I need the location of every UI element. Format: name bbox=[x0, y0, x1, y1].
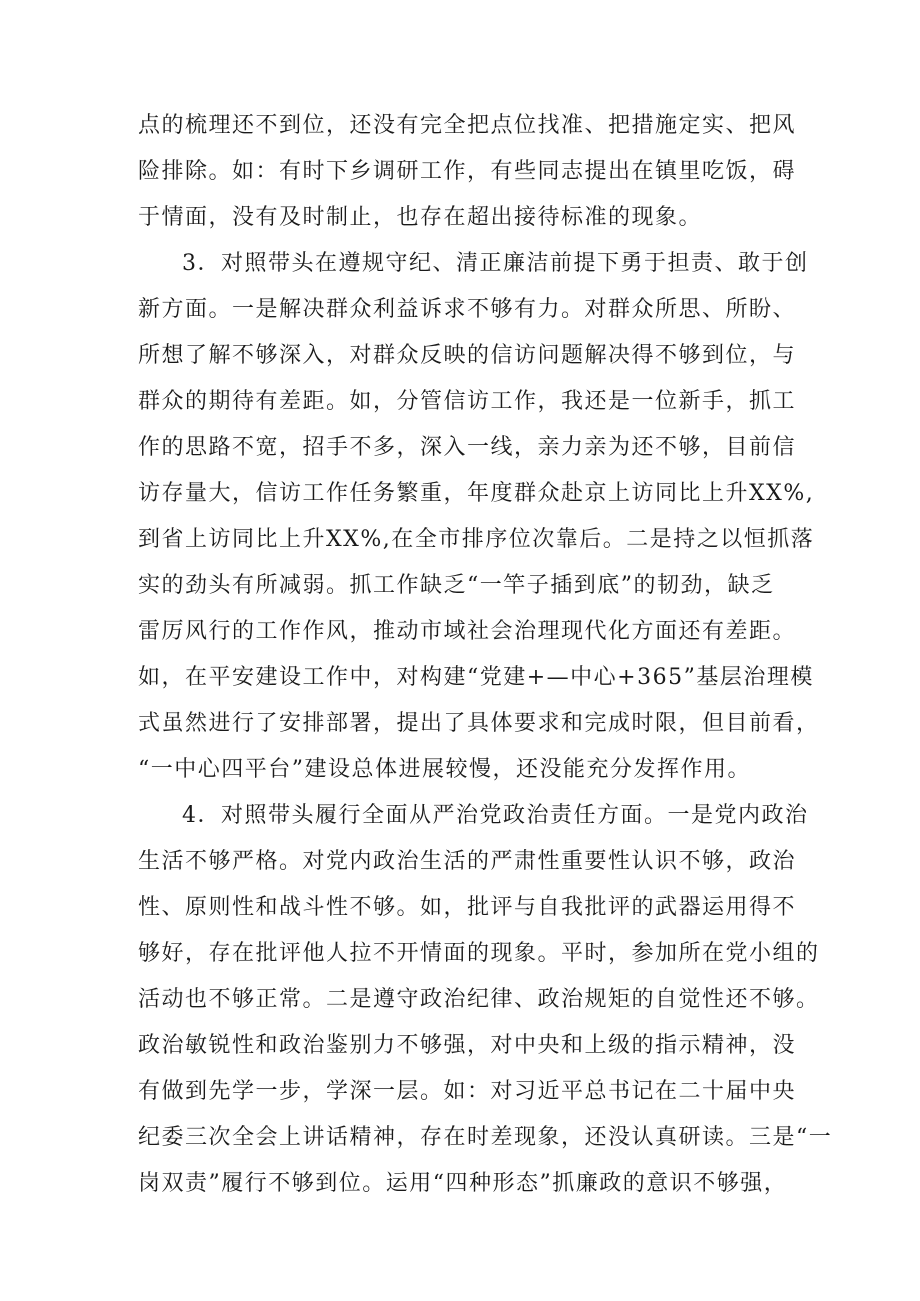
text-line: 性、原则性和战斗性不够。如，批评与自我批评的武器运用得不 bbox=[138, 895, 797, 920]
text-line: 所想了解不够深入，对群众反映的信访问题解决得不够到位，与 bbox=[138, 343, 797, 368]
text-line: 到省上访同比上升XX%,在全市排序位次靠后。二是持之以恒抓落 bbox=[138, 527, 815, 552]
document-body bbox=[138, 103, 833, 1207]
text-line: 险排除。如：有时下乡调研工作，有些同志提出在镇里吃饭，碍 bbox=[138, 159, 797, 184]
text-line: 3．对照带头在遵规守纪、清正廉洁前提下勇于担责、敢于创 bbox=[182, 251, 809, 276]
text-line: 群众的期待有差距。如，分管信访工作，我还是一位新手，抓工 bbox=[138, 389, 797, 414]
text-line: 式虽然进行了安排部署，提出了具体要求和完成时限，但目前看， bbox=[138, 711, 820, 736]
text-line: 有做到先学一步，学深一层。如：对习近平总书记在二十届中央 bbox=[138, 1079, 797, 1104]
text-line: 访存量大，信访工作任务繁重，年度群众赴京上访同比上升XX%, bbox=[138, 481, 815, 506]
text-line: 纪委三次全会上讲话精神，存在时差现象，还没认真研读。三是“一 bbox=[138, 1125, 833, 1150]
text-line: 4．对照带头履行全面从严治党政治责任方面。一是党内政治 bbox=[182, 803, 809, 828]
paragraph-3 bbox=[138, 793, 833, 1207]
text-line: 作的思路不宽，招手不多，深入一线，亲力亲为还不够，目前信 bbox=[138, 435, 797, 460]
text-line: “一中心四平台”建设总体进展较慢，还没能充分发挥作用。 bbox=[138, 757, 751, 782]
text-line: 够好，存在批评他人拉不开情面的现象。平时，参加所在党小组的 bbox=[138, 941, 820, 966]
text-line: 岗双责”履行不够到位。运用“四种形态”抓廉政的意识不够强， bbox=[138, 1171, 788, 1196]
text-line: 实的劲头有所减弱。抓工作缺乏“一竿子插到底”的韧劲，缺乏 bbox=[138, 573, 775, 598]
text-line: 点的梳理还不到位，还没有完全把点位找准、把措施定实、把风 bbox=[138, 113, 797, 138]
paragraph-1 bbox=[138, 103, 798, 241]
text-line: 雷厉风行的工作作风，推动市域社会治理现代化方面还有差距。 bbox=[138, 619, 797, 644]
text-line: 于情面，没有及时制止，也存在超出接待标准的现象。 bbox=[138, 205, 703, 230]
text-line: 如，在平安建设工作中，对构建“党建+—中心+365”基层治理模 bbox=[138, 665, 814, 690]
text-line: 政治敏锐性和政治鉴别力不够强，对中央和上级的指示精神，没 bbox=[138, 1033, 797, 1058]
text-line: 生活不够严格。对党内政治生活的严肃性重要性认识不够，政治 bbox=[138, 849, 797, 874]
text-line: 新方面。一是解决群众利益诉求不够有力。对群众所思、所盼、 bbox=[138, 297, 797, 322]
text-line: 活动也不够正常。二是遵守政治纪律、政治规矩的自觉性还不够。 bbox=[138, 987, 820, 1012]
paragraph-2 bbox=[138, 241, 820, 793]
